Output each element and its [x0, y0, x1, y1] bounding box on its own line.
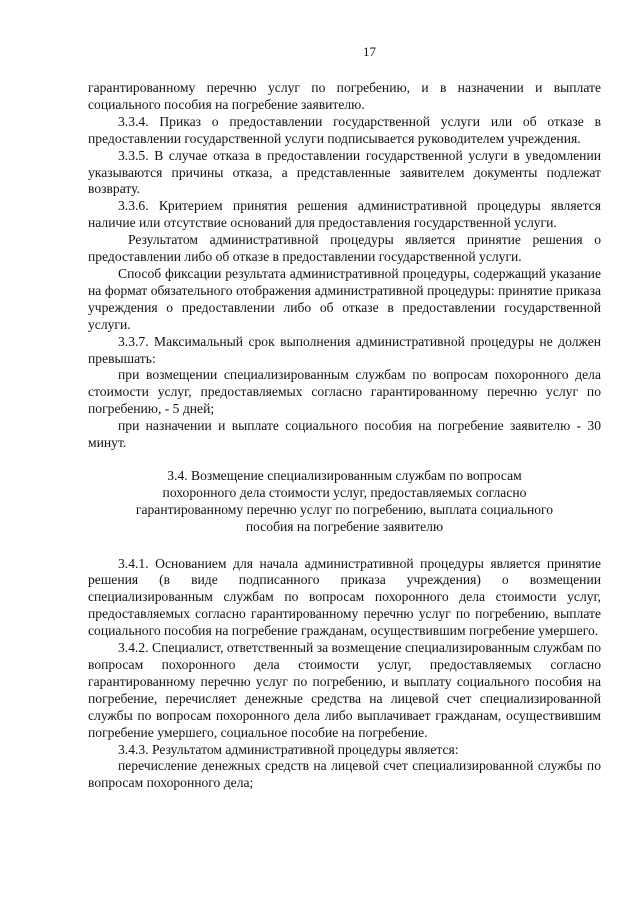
- paragraph: Результатом административной процедуры является принятие решения о предоставлении либо об отказе в предоставлении государственной услуги.: [88, 232, 601, 265]
- paragraph: 3.4.3. Результатом административной процедуры является:: [118, 741, 459, 757]
- section-heading-line: пособия на погребение заявителю: [245, 518, 444, 534]
- paragraph: Способ фиксации результата административной процедуры, содержащий указание на формат обязательного отображения административной процедуры: принятие приказа учреждения о предоставлении либо об отказе в предоставлении государственной услуги.: [88, 265, 601, 332]
- paragraph: перечисление денежных средств на лицевой счет специализированной службы по вопросам похоронного дела;: [88, 758, 601, 791]
- section-heading-line: 3.4. Возмещение специализированным службам по вопросам: [167, 467, 522, 483]
- paragraph: гарантированному перечню услуг по погребению, и в назначении и выплате социального пособия на погребение заявителю.: [88, 80, 601, 112]
- paragraph: 3.4.2. Специалист, ответственный за возмещение специализированным службам по вопросам похоронного дела стоимости услуг, предоставляемых согласно гарантированному перечню услуг по погребению, и выплату социального пособия на погребение, перечисляет денежные средства на лицевой счет специализированной службы по вопросам похоронного дела либо выплачивает гражданам, осуществившим погребение умершего, социальное пособие на погребение.: [88, 640, 601, 740]
- paragraph: при возмещении специализированным службам по вопросам похоронного дела стоимости услуг, предоставляемых согласно гарантированному перечню услуг по погребению, - 5 дней;: [88, 367, 601, 417]
- paragraph: 3.3.7. Максимальный срок выполнения административной процедуры не должен превышать:: [88, 333, 601, 366]
- section-heading: [88, 468, 601, 536]
- paragraph: при назначении и выплате социального пособия на погребение заявителю - 30 минут.: [88, 418, 601, 451]
- paragraph: 3.4.1. Основанием для начала административной процедуры является принятие решения (в виде подписанного приказа учреждения) о возмещении специализированным службам по вопросам похоронного дела стоимости услуг, предоставляемых согласно гарантированному перечню услуг по погребению, выплате социального пособия на погребение гражданам, осуществившим погребение умершего.: [88, 555, 601, 639]
- paragraph: 3.3.5. В случае отказа в предоставлении государственной услуги в уведомлении указываются причины отказа, а представленные заявителем документы подлежат возврату.: [88, 147, 601, 197]
- section-heading-line: гарантированному перечню услуг по погребению, выплата социального: [135, 501, 554, 517]
- paragraph: 3.3.6. Критерием принятия решения административной процедуры является наличие или отсутствие оснований для предоставления государственной услуги.: [88, 198, 601, 231]
- body-bottom: [88, 556, 601, 793]
- paragraph: 3.3.4. Приказ о предоставлении государственной услуги или об отказе в предоставлении государственной услуги подписывается руководителем учреждения.: [88, 113, 601, 146]
- section-heading-line: похоронного дела стоимости услуг, предоставляемых согласно: [162, 484, 527, 500]
- body-top: [88, 80, 601, 452]
- page-number: 17: [363, 44, 376, 59]
